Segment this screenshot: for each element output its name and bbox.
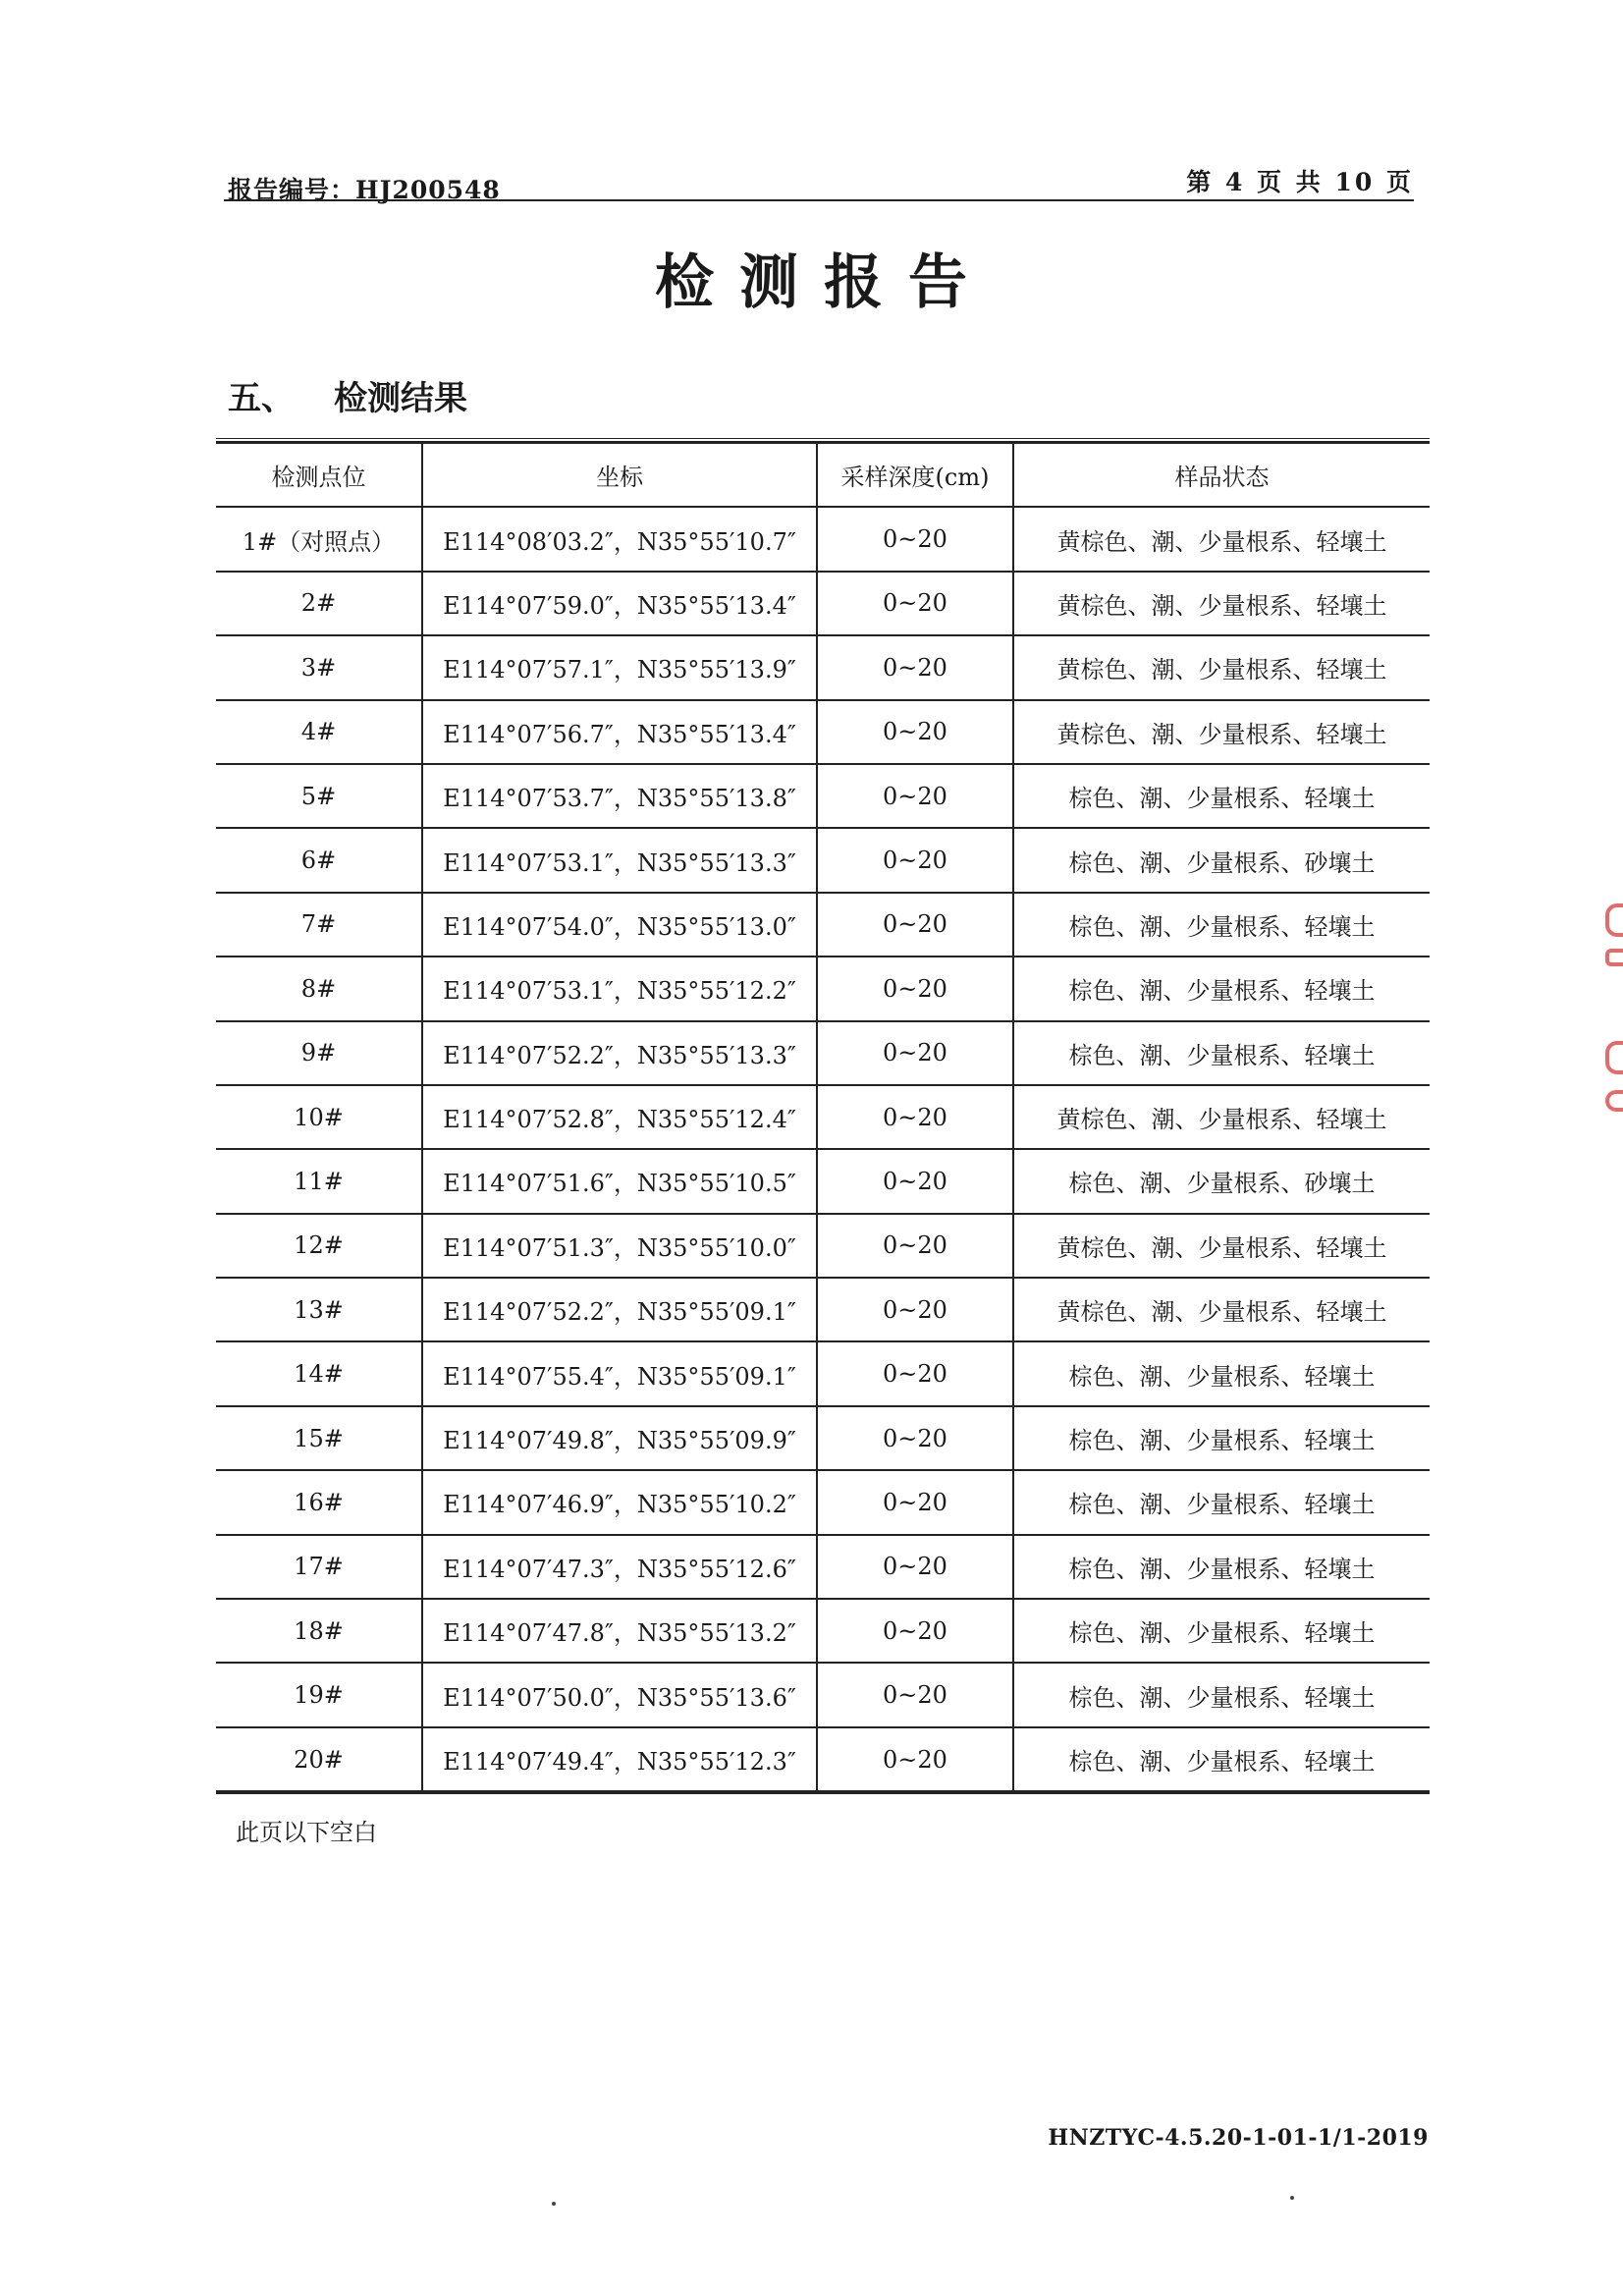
- cell-point: 8#: [216, 957, 422, 1020]
- cell-point: 9#: [216, 1021, 422, 1085]
- blank-below-note: 此页以下空白: [236, 1819, 377, 1846]
- cell-sample-state: 棕色、潮、少量根系、砂壤土: [1013, 1149, 1430, 1213]
- cell-coordinates: E114°07′54.0″，N35°55′13.0″: [422, 893, 817, 957]
- table-row: [216, 957, 1430, 1020]
- scan-speck: [1290, 2196, 1294, 2200]
- cell-point: 11#: [216, 1149, 422, 1213]
- cell-point: 3#: [216, 635, 422, 699]
- cell-point: 4#: [216, 700, 422, 764]
- table-row: [216, 1727, 1430, 1792]
- cell-depth: 0~20: [817, 1149, 1013, 1213]
- cell-sample-state: 黄棕色、潮、少量根系、轻壤土: [1013, 1214, 1430, 1278]
- table-row: [216, 700, 1430, 764]
- cell-coordinates: E114°07′47.8″，N35°55′13.2″: [422, 1599, 817, 1663]
- table-row: [216, 893, 1430, 957]
- table-row: [216, 1535, 1430, 1599]
- table-row: [216, 507, 1430, 571]
- table-row: [216, 1470, 1430, 1534]
- cell-sample-state: 棕色、潮、少量根系、轻壤土: [1013, 1341, 1430, 1405]
- cell-coordinates: E114°07′51.6″，N35°55′10.5″: [422, 1149, 817, 1213]
- cell-sample-state: 棕色、潮、少量根系、轻壤土: [1013, 1599, 1430, 1663]
- cell-depth: 0~20: [817, 1214, 1013, 1278]
- table-row: [216, 1663, 1430, 1726]
- cell-point: 18#: [216, 1599, 422, 1663]
- cell-depth: 0~20: [817, 957, 1013, 1020]
- cell-depth: 0~20: [817, 1021, 1013, 1085]
- cell-point: 10#: [216, 1085, 422, 1149]
- cell-sample-state: 棕色、潮、少量根系、轻壤土: [1013, 1535, 1430, 1599]
- cell-depth: 0~20: [817, 764, 1013, 828]
- results-table-container: [216, 438, 1430, 1794]
- cell-sample-state: 棕色、潮、少量根系、轻壤土: [1013, 1663, 1430, 1726]
- table-row: [216, 1085, 1430, 1149]
- results-table: [216, 444, 1430, 1794]
- cell-point: 7#: [216, 893, 422, 957]
- cell-coordinates: E114°07′52.2″，N35°55′13.3″: [422, 1021, 817, 1085]
- seal-stamp-edge: [1603, 903, 1623, 1139]
- cell-point: 12#: [216, 1214, 422, 1278]
- cell-depth: 0~20: [817, 1599, 1013, 1663]
- cell-coordinates: E114°07′49.8″，N35°55′09.9″: [422, 1406, 817, 1470]
- cell-depth: 0~20: [817, 1085, 1013, 1149]
- cell-point: 16#: [216, 1470, 422, 1534]
- cell-sample-state: 黄棕色、潮、少量根系、轻壤土: [1013, 1085, 1430, 1149]
- cell-depth: 0~20: [817, 1470, 1013, 1534]
- cell-coordinates: E114°07′53.1″，N35°55′13.3″: [422, 828, 817, 892]
- cell-depth: 0~20: [817, 1341, 1013, 1405]
- cell-point: 5#: [216, 764, 422, 828]
- column-header-point: 检测点位: [216, 444, 422, 507]
- cell-depth: 0~20: [817, 893, 1013, 957]
- cell-sample-state: 棕色、潮、少量根系、砂壤土: [1013, 828, 1430, 892]
- cell-sample-state: 棕色、潮、少量根系、轻壤土: [1013, 1406, 1430, 1470]
- cell-coordinates: E114°07′52.2″，N35°55′09.1″: [422, 1278, 817, 1341]
- document-code: HNZTYC-4.5.20-1-01-1/1-2019: [1048, 2125, 1429, 2151]
- cell-depth: 0~20: [817, 1535, 1013, 1599]
- cell-coordinates: E114°07′53.1″，N35°55′12.2″: [422, 957, 817, 1020]
- section-title: 检测结果: [334, 379, 467, 418]
- cell-sample-state: 棕色、潮、少量根系、轻壤土: [1013, 764, 1430, 828]
- cell-sample-state: 黄棕色、潮、少量根系、轻壤土: [1013, 507, 1430, 571]
- cell-point: 19#: [216, 1663, 422, 1726]
- cell-sample-state: 棕色、潮、少量根系、轻壤土: [1013, 1021, 1430, 1085]
- cell-depth: 0~20: [817, 1278, 1013, 1341]
- table-row: [216, 1341, 1430, 1405]
- cell-point: 17#: [216, 1535, 422, 1599]
- table-header-row: [216, 444, 1430, 507]
- cell-sample-state: 黄棕色、潮、少量根系、轻壤土: [1013, 572, 1430, 635]
- cell-sample-state: 棕色、潮、少量根系、轻壤土: [1013, 957, 1430, 1020]
- cell-sample-state: 棕色、潮、少量根系、轻壤土: [1013, 893, 1430, 957]
- cell-coordinates: E114°07′49.4″，N35°55′12.3″: [422, 1727, 817, 1792]
- cell-point: 2#: [216, 572, 422, 635]
- table-row: [216, 828, 1430, 892]
- page-info: 第 4 页 共 10 页: [1186, 168, 1414, 196]
- table-row: [216, 1214, 1430, 1278]
- cell-depth: 0~20: [817, 572, 1013, 635]
- cell-sample-state: 黄棕色、潮、少量根系、轻壤土: [1013, 700, 1430, 764]
- cell-coordinates: E114°07′52.8″，N35°55′12.4″: [422, 1085, 817, 1149]
- table-row: [216, 635, 1430, 699]
- cell-point: 6#: [216, 828, 422, 892]
- cell-coordinates: E114°07′46.9″，N35°55′10.2″: [422, 1470, 817, 1534]
- cell-point: 20#: [216, 1727, 422, 1792]
- cell-coordinates: E114°07′56.7″，N35°55′13.4″: [422, 700, 817, 764]
- cell-point: 15#: [216, 1406, 422, 1470]
- cell-sample-state: 黄棕色、潮、少量根系、轻壤土: [1013, 1278, 1430, 1341]
- column-header-coordinates: 坐标: [422, 444, 817, 507]
- table-row: [216, 764, 1430, 828]
- cell-point: 13#: [216, 1278, 422, 1341]
- table-row: [216, 1406, 1430, 1470]
- section-heading: [228, 371, 467, 419]
- table-row: [216, 1599, 1430, 1663]
- cell-coordinates: E114°07′57.1″，N35°55′13.9″: [422, 635, 817, 699]
- cell-sample-state: 棕色、潮、少量根系、轻壤土: [1013, 1470, 1430, 1534]
- page-title: 检测报告: [655, 248, 993, 317]
- cell-coordinates: E114°07′53.7″，N35°55′13.8″: [422, 764, 817, 828]
- cell-point: 1#（对照点）: [216, 507, 422, 571]
- column-header-depth: 采样深度(cm): [817, 444, 1013, 507]
- table-row: [216, 572, 1430, 635]
- cell-depth: 0~20: [817, 700, 1013, 764]
- cell-point: 14#: [216, 1341, 422, 1405]
- section-number: 五、: [228, 379, 295, 418]
- cell-coordinates: E114°07′59.0″，N35°55′13.4″: [422, 572, 817, 635]
- table-row: [216, 1149, 1430, 1213]
- cell-coordinates: E114°07′47.3″，N35°55′12.6″: [422, 1535, 817, 1599]
- table-row: [216, 1021, 1430, 1085]
- cell-coordinates: E114°08′03.2″，N35°55′10.7″: [422, 507, 817, 571]
- cell-depth: 0~20: [817, 1663, 1013, 1726]
- cell-sample-state: 棕色、潮、少量根系、轻壤土: [1013, 1727, 1430, 1792]
- cell-depth: 0~20: [817, 635, 1013, 699]
- cell-sample-state: 黄棕色、潮、少量根系、轻壤土: [1013, 635, 1430, 699]
- table-row: [216, 1278, 1430, 1341]
- cell-coordinates: E114°07′50.0″，N35°55′13.6″: [422, 1663, 817, 1726]
- cell-coordinates: E114°07′55.4″，N35°55′09.1″: [422, 1341, 817, 1405]
- scan-speck: [552, 2202, 556, 2206]
- cell-coordinates: E114°07′51.3″，N35°55′10.0″: [422, 1214, 817, 1278]
- cell-depth: 0~20: [817, 507, 1013, 571]
- column-header-sample-state: 样品状态: [1013, 444, 1430, 507]
- header-rule: [224, 199, 1414, 201]
- report-number: 报告编号：HJ200548: [228, 176, 501, 204]
- cell-depth: 0~20: [817, 1406, 1013, 1470]
- cell-depth: 0~20: [817, 1727, 1013, 1792]
- cell-depth: 0~20: [817, 828, 1013, 892]
